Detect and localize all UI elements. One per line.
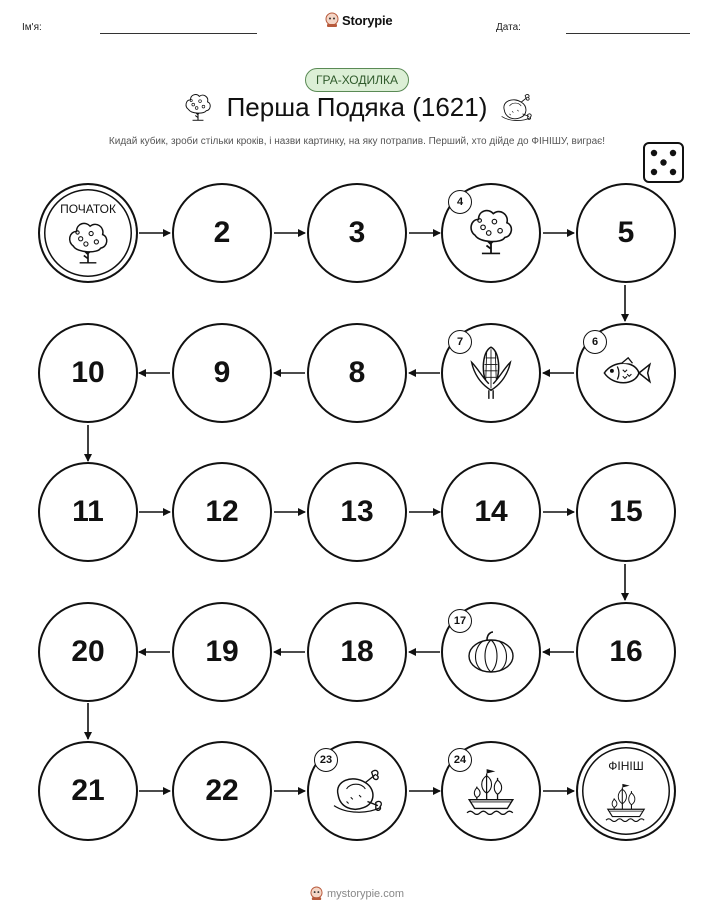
cell-number: 10 [71, 356, 105, 389]
cell-number: 20 [71, 635, 105, 668]
pumpkin-icon [465, 630, 517, 674]
game-type-badge: ГРА-ХОДИЛКА [305, 68, 409, 92]
board-cell-11 [38, 462, 138, 562]
cell-number: 18 [340, 635, 374, 668]
cell-number-badge: 17 [448, 609, 472, 633]
board-cell-13 [307, 462, 407, 562]
corn-icon [466, 345, 516, 401]
date-label: Дата: [496, 22, 521, 33]
board-cell-10 [38, 323, 138, 423]
cell-number: 14 [474, 495, 508, 528]
board-cell-12 [172, 462, 272, 562]
board-cell-8 [307, 323, 407, 423]
cell-number-badge: 24 [448, 748, 472, 772]
board-cell-3 [307, 183, 407, 283]
tree-icon [466, 208, 516, 258]
cell-number: 9 [213, 356, 231, 389]
cell-number: 3 [348, 216, 366, 249]
cell-number: 12 [205, 495, 239, 528]
board-cell-21 [38, 741, 138, 841]
instructions: Кидай кубик, зроби стільки кроків, і назви картинку, на яку потрапив. Перший, хто дійде до ФІНІШУ, виграє! [108, 136, 606, 147]
cell-number: 2 [213, 216, 231, 249]
cell-number: 13 [340, 495, 374, 528]
cell-number-badge: 7 [448, 330, 472, 354]
fish-icon [600, 355, 652, 391]
finish-cell [576, 741, 676, 841]
footer-url[interactable]: mystorypie.com [326, 887, 405, 900]
turkey-icon [330, 768, 384, 814]
start-label: ПОЧАТОК [60, 202, 116, 216]
cell-number: 8 [348, 356, 366, 389]
cell-number: 22 [205, 774, 239, 807]
cell-number: 5 [617, 216, 635, 249]
board-cell-18 [307, 602, 407, 702]
footer [0, 886, 714, 901]
cell-number: 19 [205, 635, 239, 668]
cell-number: 16 [609, 635, 643, 668]
board-cell-9 [172, 323, 272, 423]
board-cell-19 [172, 602, 272, 702]
board-cell-14 [441, 462, 541, 562]
page-title: Перша Подяка (1621) [226, 92, 488, 122]
ship-icon [603, 782, 649, 822]
start-cell [38, 183, 138, 283]
board-cell-16 [576, 602, 676, 702]
cell-number-badge: 6 [583, 330, 607, 354]
cell-number-badge: 4 [448, 190, 472, 214]
board-cell-15 [576, 462, 676, 562]
finish-label: ФІНІШ [608, 759, 644, 773]
brand-name: Storypie [342, 12, 393, 28]
cell-number: 15 [609, 495, 643, 528]
name-label: Ім'я: [22, 22, 42, 33]
board-cell-5 [576, 183, 676, 283]
tree-icon [65, 221, 111, 267]
cell-number-badge: 23 [314, 748, 338, 772]
cell-number: 21 [71, 774, 105, 807]
board-cell-2 [172, 183, 272, 283]
cell-number: 11 [72, 495, 104, 528]
board-cell-20 [38, 602, 138, 702]
ship-icon [463, 767, 519, 815]
board-cell-22 [172, 741, 272, 841]
storypie-logo-icon [310, 886, 323, 901]
